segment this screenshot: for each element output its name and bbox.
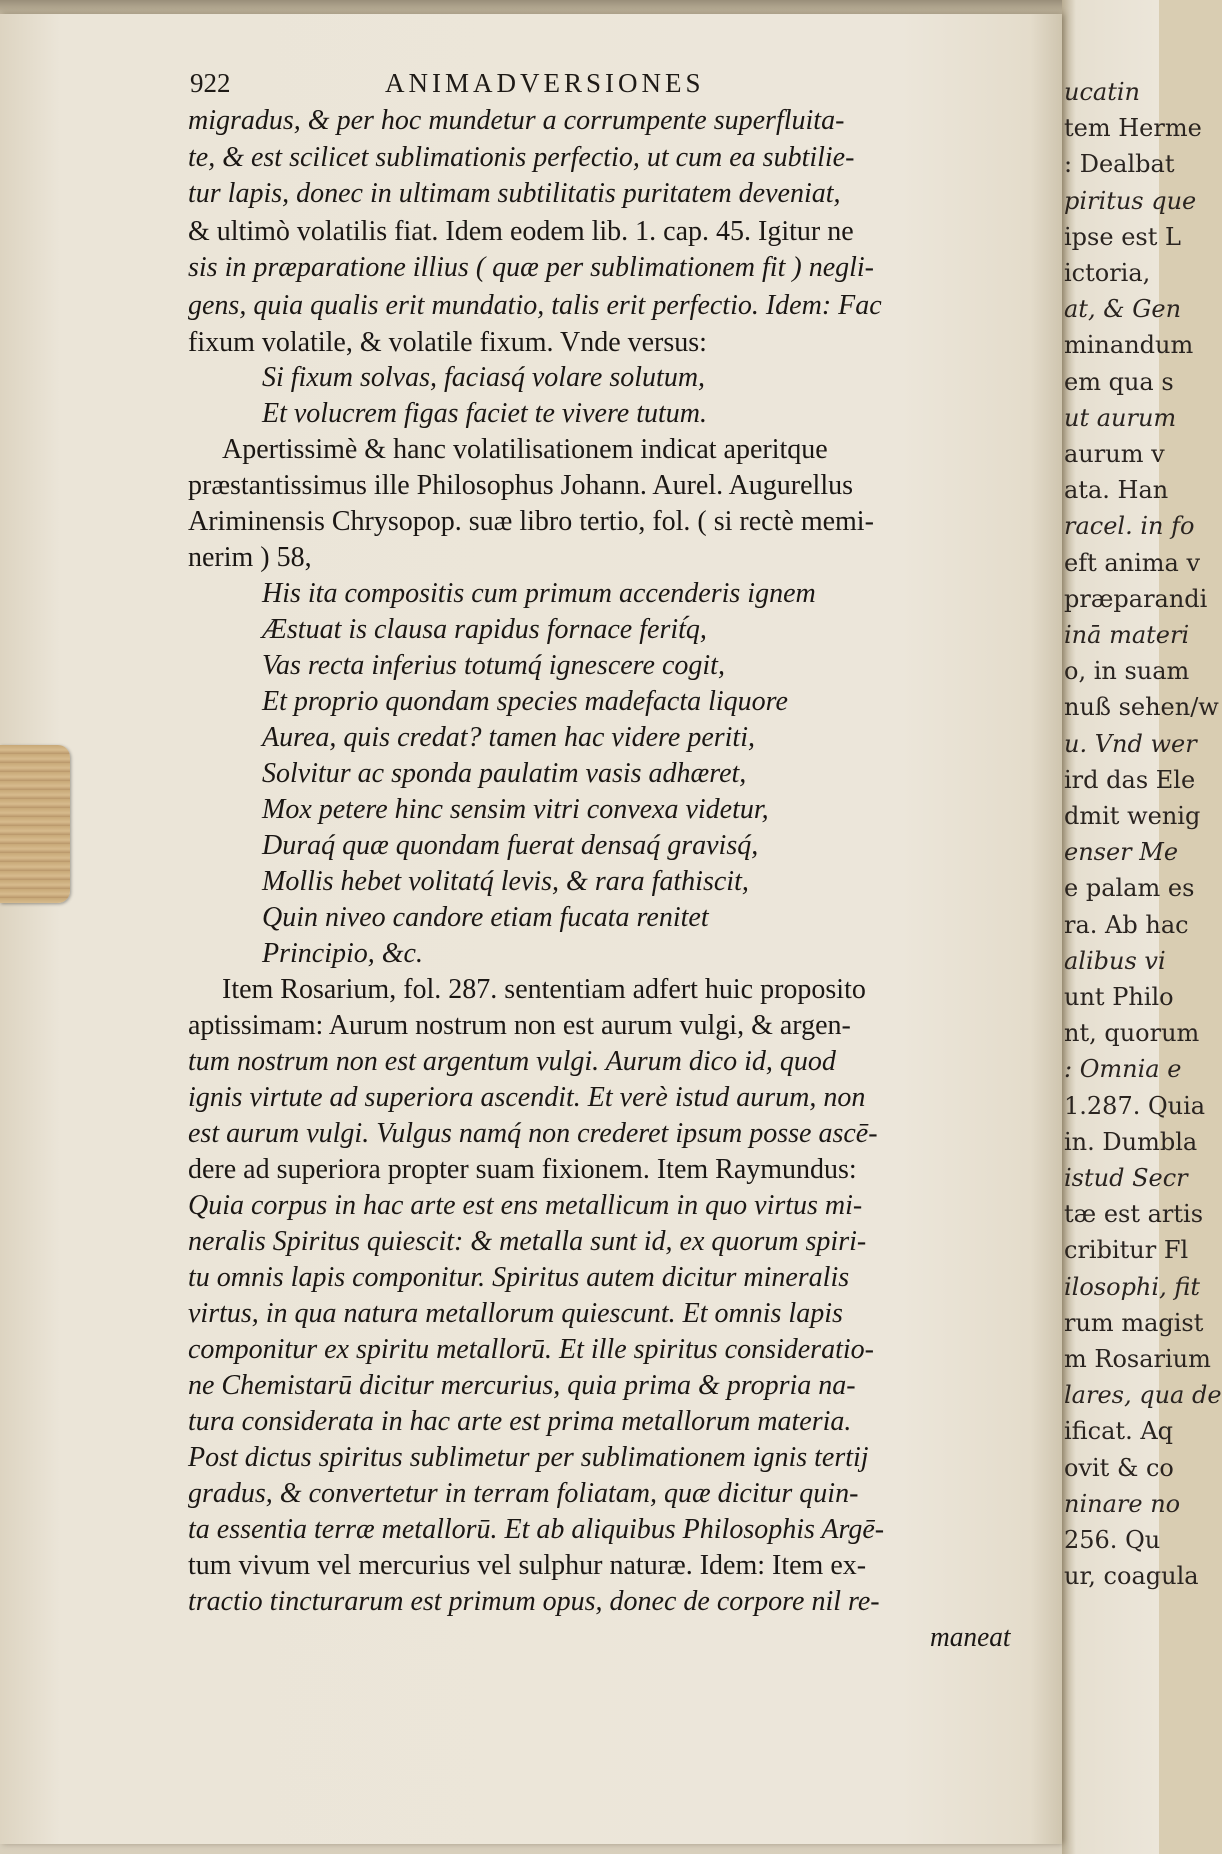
facing-page-line: ipse est L — [1064, 222, 1181, 251]
facing-page-line: ata. Han — [1064, 476, 1169, 505]
facing-page-line: aurum v — [1064, 440, 1165, 468]
verse-line: Solvitur ac sponda paulatim vasis adhæret, — [262, 758, 747, 789]
facing-page-line: ra. Ab hac — [1064, 910, 1189, 939]
facing-page-line: alibus vi — [1064, 946, 1166, 975]
text-line: gens, quia qualis erit mundatio, talis erit perfectio. Idem: Fac — [188, 290, 882, 321]
facing-page-line: in. Dumbla — [1064, 1127, 1198, 1156]
facing-page-line: ovit & co — [1064, 1453, 1174, 1482]
running-head: ANIMADVERSIONES — [385, 68, 705, 98]
text-line: ignis virtute ad superiora ascendit. Et verè istud aurum, non — [188, 1082, 866, 1113]
facing-page — [1062, 0, 1222, 1854]
text-line: tur lapis, donec in ultimam subtilitatis puritatem deveniat, — [188, 178, 841, 209]
verse-line: Principio, &c. — [262, 938, 423, 969]
text-line: tractio tincturarum est primum opus, donec de corpore nil re- — [188, 1586, 880, 1617]
verse-line: His ita compositis cum primum accenderis ignem — [262, 578, 816, 609]
facing-page-line: ut aurum — [1064, 403, 1177, 432]
facing-page-line: rum magist — [1064, 1308, 1204, 1337]
facing-page-line: minandum — [1064, 331, 1194, 360]
facing-page-line: 256. Qu — [1064, 1526, 1161, 1554]
text-line: Quia corpus in hac arte est ens metallicum in quo virtus mi- — [188, 1190, 863, 1221]
text-line: fixum volatile, & volatile fixum. Vnde versus: — [188, 327, 707, 358]
facing-page-line: m Rosarium — [1064, 1345, 1211, 1373]
facing-page-line: ificat. Aq — [1064, 1417, 1174, 1446]
text-line: gradus, & convertetur in terram foliatam, quæ dicitur quin- — [188, 1478, 859, 1509]
facing-page-line: ird das Ele — [1064, 765, 1196, 794]
text-line: Item Rosarium, fol. 287. sententiam adfert huic proposito — [222, 974, 866, 1005]
text-line: ne Chemistarū dicitur mercurius, quia prima & propria na- — [188, 1370, 856, 1401]
text-line: migradus, & per hoc mundetur a corrumpente superfluita- — [188, 105, 845, 136]
verse-line: Mox petere hinc sensim vitri convexa videtur, — [262, 794, 769, 825]
text-line: tu omnis lapis componitur. Spiritus autem dicitur mineralis — [188, 1262, 850, 1293]
text-line: Post dictus spiritus sublimetur per sublimationem ignis tertij — [188, 1442, 869, 1473]
facing-page-line: tem Herme — [1064, 114, 1202, 143]
facing-page-line: ilosophi, fit — [1064, 1272, 1200, 1301]
text-line: virtus, in qua natura metallorum quiescunt. Et omnis lapis — [188, 1298, 843, 1329]
verse-line: Et proprio quondam species madefacta liquore — [262, 686, 788, 717]
text-line: sis in præparatione illius ( quæ per sublimationem fit ) negli- — [188, 252, 874, 283]
facing-page-line: ur, coagula — [1064, 1562, 1199, 1591]
facing-page-line: ictoria, — [1064, 259, 1151, 287]
facing-page-line: em qua s — [1064, 367, 1174, 396]
text-line: te, & est scilicet sublimationis perfectio, ut cum ea subtilie- — [188, 142, 855, 173]
facing-page-line: tæ est artis — [1064, 1200, 1204, 1229]
facing-page-line: at, & Gen — [1064, 295, 1182, 324]
facing-page-line: inā materi — [1064, 621, 1190, 649]
facing-page-line: dmit wenig — [1064, 802, 1201, 830]
verse-line: Vas recta inferius totumq́ ignescere cogit, — [262, 650, 725, 681]
facing-page-line: piritus que — [1064, 186, 1197, 215]
facing-page-line: nuß sehen/w — [1064, 693, 1219, 722]
facing-page-line: ucatin — [1064, 78, 1140, 106]
facing-page-line: : Omnia e — [1064, 1055, 1182, 1084]
facing-page-line: o, in suam — [1064, 657, 1190, 686]
facing-page-line: e palam es — [1064, 874, 1195, 903]
facing-page-line: enser Me — [1064, 838, 1179, 867]
verse-line: Si fixum solvas, faciasq́ volare solutum, — [262, 362, 706, 393]
facing-page-line: nt, quorum — [1064, 1019, 1200, 1048]
verse-line: Mollis hebet volitatq́ levis, & rara fathiscit, — [262, 866, 749, 897]
text-line: ta essentia terræ metallorū. Et ab aliquibus Philosophis Argē- — [188, 1514, 885, 1545]
facing-page-line: : Dealbat — [1064, 150, 1175, 179]
facing-page-line: unt Philo — [1064, 983, 1174, 1011]
verse-line: Et volucrem figas faciet te vivere tutum. — [262, 398, 708, 429]
verse-line: Aurea, quis credat? tamen hac videre periti, — [262, 722, 755, 753]
facing-page-line: eft anima v — [1064, 548, 1201, 577]
text-line: Ariminensis Chrysopop. suæ libro tertio, fol. ( si rectè memi- — [188, 506, 874, 537]
page-number: 922 — [190, 68, 231, 98]
text-line: & ultimò volatilis fiat. Idem eodem lib. 1. cap. 45. Igitur ne — [188, 216, 854, 247]
facing-page-line: ninare no — [1064, 1489, 1181, 1518]
text-line: tum nostrum non est argentum vulgi. Aurum dico id, quod — [188, 1046, 836, 1077]
facing-page-line: 1.287. Quia — [1064, 1091, 1206, 1120]
text-line: dere ad superiora propter suam fixionem. Item Raymundus: — [188, 1154, 857, 1185]
facing-page-line: racel. in fo — [1064, 512, 1195, 541]
text-line: est aurum vulgi. Vulgus namq́ non crederet ipsum posse ascē- — [188, 1118, 878, 1149]
text-line: maneat — [930, 1622, 1011, 1653]
text-line: nerim ) 58, — [188, 542, 312, 573]
text-line: componitur ex spiritu metallorū. Et ille spiritus consideratio- — [188, 1334, 874, 1365]
facing-page-line: lares, qua de — [1064, 1381, 1222, 1410]
text-line: præstantissimus ille Philosophus Johann. Aurel. Augurellus — [188, 470, 854, 501]
text-line: neralis Spiritus quiescit: & metalla sunt id, ex quorum spiri- — [188, 1226, 867, 1257]
facing-page-line: cribitur Fl — [1064, 1236, 1189, 1265]
facing-page-line: præparandi — [1064, 584, 1208, 613]
verse-line: Æstuat is clausa rapidus fornace ferit́q, — [262, 614, 707, 645]
verse-line: Duraq́ quæ quondam fuerat densaq́ gravisq́, — [262, 830, 759, 861]
text-line: Apertissimè & hanc volatilisationem indicat aperitque — [222, 434, 828, 465]
text-line: aptissimam: Aurum nostrum non est aurum vulgi, & argen- — [188, 1010, 851, 1041]
text-line: tum vivum vel mercurius vel sulphur naturæ. Idem: Item ex- — [188, 1550, 867, 1581]
verse-line: Quin niveo candore etiam fucata renitet — [262, 902, 709, 933]
text-line: tura considerata in hac arte est prima metallorum materia. — [188, 1406, 852, 1437]
facing-page-line: u. Vnd wer — [1064, 729, 1197, 758]
facing-page-line: istud Secr — [1064, 1164, 1188, 1192]
